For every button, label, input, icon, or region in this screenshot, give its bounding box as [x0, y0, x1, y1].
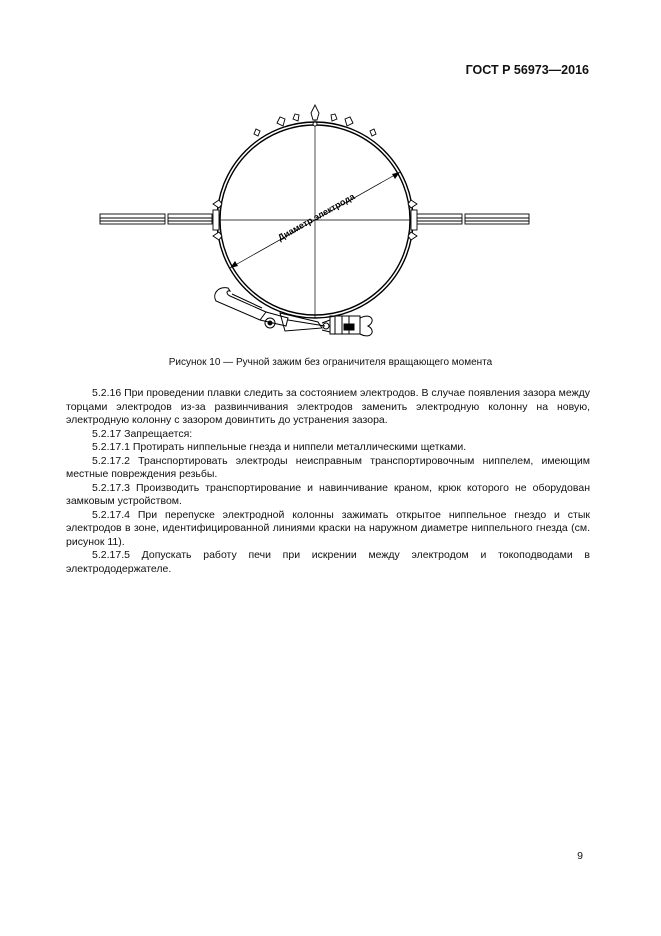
paragraph: 5.2.17.2 Транспортировать электроды неисправным транспортировочным ниппелем, имеющим местные повреждения резьбы. — [66, 454, 590, 480]
figure-caption: Рисунок 10 — Ручной зажим без ограничителя вращающего момента — [168, 357, 493, 368]
document-number: ГОСТ Р 56973—2016 — [465, 63, 589, 77]
body-text — [66, 387, 590, 576]
paragraph: 5.2.17 Запрещается: — [92, 427, 193, 440]
right-rod — [416, 214, 529, 224]
paragraph: 5.2.17.1 Протирать ниппельные гнезда и ниппели металлическими щетками. — [92, 441, 467, 453]
left-rod — [100, 214, 212, 224]
paragraph: 5.2.17.4 При перепуске электродной колонны зажимать открытое ниппельное гнездо и стык электродов в зоне, идентифицированной линиями краски на наружном диаметре ниппельного гнезда (см. рисунок 11). — [66, 508, 590, 548]
paragraph: 5.2.17.3 Производить транспортирование и навинчивание краном, крюк которого не оборудован замковым устройством. — [66, 481, 590, 507]
manual-clamp-figure — [90, 98, 540, 348]
page-number: 9 — [577, 850, 583, 862]
diameter-label: Диаметр электрода — [276, 191, 357, 243]
paragraph: 5.2.16 При проведении плавки следить за состоянием электродов. В случае появления зазора между торцами электродов из-за развинчивания электродов заменить электродную колонну на новую, электродную колонну с зазором довинтить до устранения зазора. — [66, 387, 590, 426]
paragraph: 5.2.17.5 Допускать работу печи при искрении между электродом и токоподводами в электрододержателе. — [66, 549, 590, 575]
